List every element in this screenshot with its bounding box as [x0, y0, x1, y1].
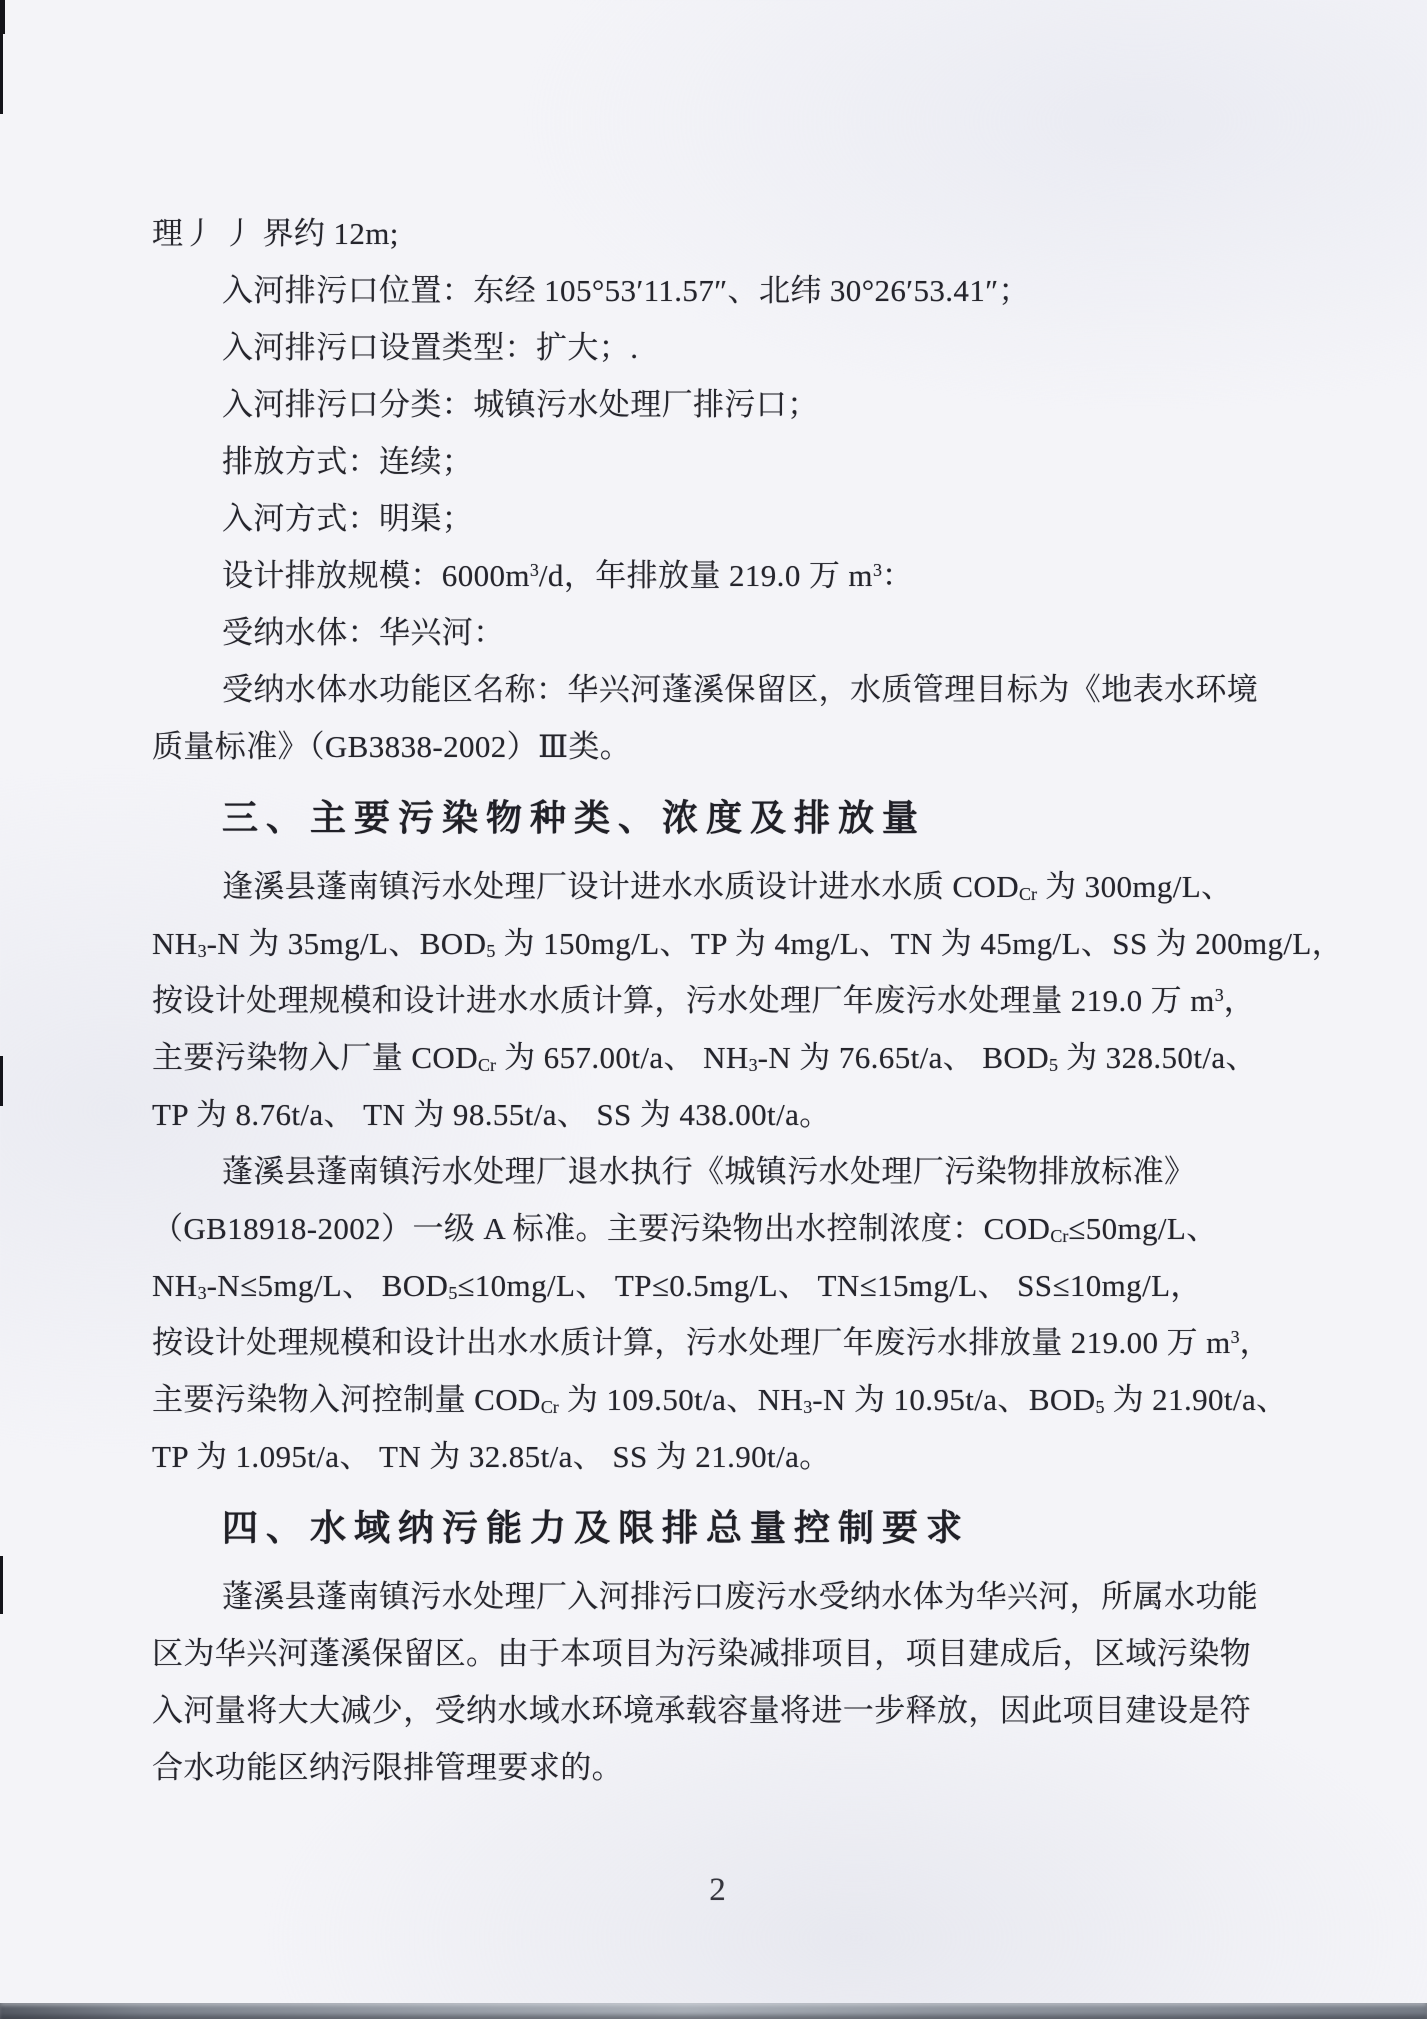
text-line: $NH_3-N\le 5mg/L$、 $BOD_5\le 10mg/L$、 TP≤0.5mg/L、 TN≤15mg/L、 SS≤10mg/L， [152, 1268, 1202, 1304]
text-line: TP 为 1.095t/a、 TN 为 32.85t/a、 SS 为 21.90t/a。 [152, 1439, 831, 1474]
scan-bottom-band-artifact [0, 2003, 1427, 2019]
text-line: （GB18918-2002）一级 A 标准。主要污染物出水控制浓度：$COD_{Cr}\le 50mg/L$、 [152, 1211, 1218, 1247]
text-line: 受纳水体：华兴河： [222, 615, 505, 650]
text-line: TP 为 8.76t/a、 TN 为 98.55t/a、 SS 为 438.00t/a。 [152, 1097, 831, 1132]
scan-edge-artifact [0, 1556, 3, 1614]
text-line: 理丿 丿 界约 12m; [152, 216, 399, 251]
text-line: 按设计处理规模和设计出水水质计算，污水处理厂年废污水排放量 219.00 万 $m^3$， [152, 1325, 1271, 1360]
text-line: 设计排放规模：$6000m^3/d$，年排放量 219.0 万 $m^3$： [222, 558, 914, 593]
text-line: 蓬溪县蓬南镇污水处理厂退水执行《城镇污水处理厂污染物排放标准》 [222, 1154, 1196, 1189]
text-line: 蓬溪县蓬南镇污水处理厂入河排污口废污水受纳水体为华兴河，所属水功能 [222, 1579, 1259, 1614]
text-line: 按设计处理规模和设计进水水质计算，污水处理厂年废污水处理量 219.0 万 $m^3$， [152, 983, 1256, 1018]
text-line: 入河排污口分类：城镇污水处理厂排污口； [222, 387, 819, 422]
text-line: 主要污染物入河控制量 $COD_{Cr}$ 为 109.50t/a、$NH_3-N$ 为 10.95t/a、$BOD_5$ 为 21.90t/a、 [152, 1382, 1288, 1418]
scan-edge-artifact [0, 30, 3, 114]
text-line: 排放方式：连续； [222, 444, 474, 479]
text-line: 主要污染物入厂量 $COD_{Cr}$ 为 657.00t/a、 $NH_3-N$ 为 76.65t/a、 $BOD_5$ 为 328.50t/a、 [152, 1040, 1257, 1076]
text-line: 区为华兴河蓬溪保留区。由于本项目为污染减排项目，项目建成后，区域污染物 [152, 1636, 1251, 1671]
document-body [152, 205, 1344, 1796]
scan-edge-artifact [0, 1056, 3, 1106]
text-line: 入河量将大大减少，受纳水域水环境承载容量将进一步释放，因此项目建设是符 [152, 1693, 1251, 1728]
text-line: 入河方式：明渠； [222, 501, 474, 536]
text-line: 入河排污口位置：东经 105°53′11.57″、北纬 30°26′53.41″； [222, 273, 1030, 308]
page-number: 2 [709, 1872, 726, 1908]
section-heading: 三、主要污染物种类、浓度及排放量 [222, 797, 927, 838]
text-line: 逢溪县蓬南镇污水处理厂设计进水水质设计进水水质 $COD_{Cr}$ 为 300mg/L、 [222, 869, 1233, 905]
section-heading: 四、水域纳污能力及限排总量控制要求 [222, 1507, 971, 1548]
text-line: 质量标准》（GB3838-2002）Ⅲ类。 [152, 729, 632, 764]
text-line: 入河排污口设置类型：扩大；. [222, 330, 639, 365]
scan-edge-artifact [0, 0, 5, 34]
text-line: $NH_3-N$ 为 35mg/L、$BOD_5$ 为 150mg/L、TP 为 4mg/L、TN 为 45mg/L、SS 为 200mg/L， [152, 926, 1344, 962]
text-line: 合水功能区纳污限排管理要求的。 [152, 1750, 623, 1785]
text-line: 受纳水体水功能区名称：华兴河蓬溪保留区，水质管理目标为《地表水环境 [222, 672, 1259, 707]
